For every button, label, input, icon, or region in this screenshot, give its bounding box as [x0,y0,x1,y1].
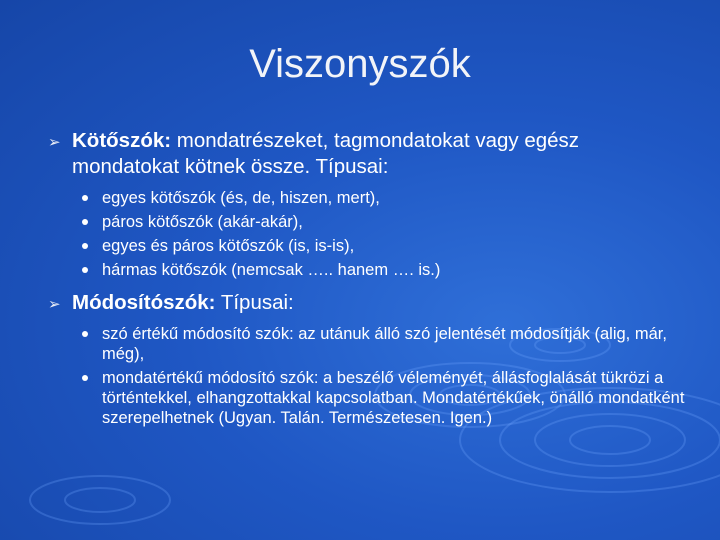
slide-title: Viszonyszók [249,42,471,86]
dot-bullet-icon [82,219,88,225]
sub-list [72,188,688,280]
arrow-bullet-icon: ➢ [48,134,61,151]
section-modositoszok [48,290,688,428]
dot-bullet-icon [82,331,88,337]
slide-content [48,128,688,438]
section-text: mondatrészeket, tagmondatokat vagy egész mondatokat kötnek össze. Típusai: [72,129,580,178]
list-item [72,368,688,428]
section-text: Típusai: [215,291,294,314]
dot-bullet-icon [82,243,88,249]
list-item-text: egyes és páros kötőszók (is, is-is), [102,237,355,255]
arrow-bullet-icon: ➢ [48,296,61,313]
list-item-text: páros kötőszók (akár-akár), [102,213,303,231]
dot-bullet-icon [82,267,88,273]
list-item-text: mondatértékű módosító szók: a beszélő véleményét, állásfoglalását tükrözi a történtekkel, elhangzottakkal kapcsolatban. Mondatértékűek, önálló mondatként szerepelhetnek (Ugyan. Talán. Természetesen. Igen.) [102,369,685,427]
section-term: Kötőszók: [72,129,172,152]
dot-bullet-icon [82,195,88,201]
sub-list [72,324,688,428]
list-item [72,212,688,232]
list-item [72,324,688,364]
list-item-text: szó értékű módosító szók: az utánuk álló szó jelentését módosítják (alig, már, még), [102,325,667,363]
list-item [72,188,688,208]
section-kotoszok [48,128,688,280]
section-term: Módosítószók: [72,291,216,314]
list-item [72,236,688,256]
list-item-text: hármas kötőszók (nemcsak ….. hanem …. is.) [102,261,441,279]
list-item-text: egyes kötőszók (és, de, hiszen, mert), [102,189,380,207]
list-item [72,260,688,280]
dot-bullet-icon [82,375,88,381]
